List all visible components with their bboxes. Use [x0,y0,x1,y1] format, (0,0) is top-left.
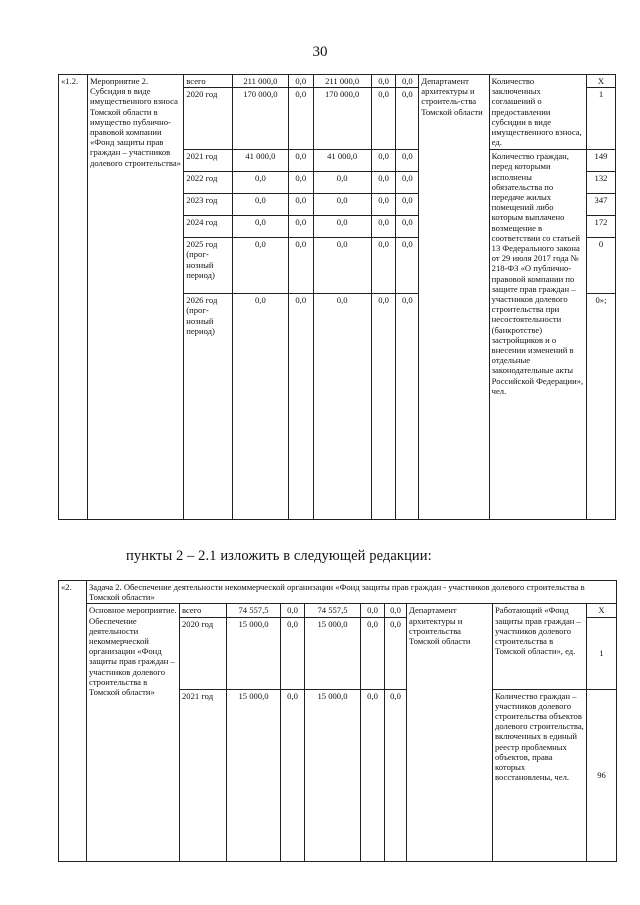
value-cell: 211 000,0 [232,75,288,88]
value-cell: 0,0 [361,617,385,689]
year-cell: всего [180,604,227,617]
value-cell: 15 000,0 [227,617,281,689]
year-cell: всего [184,75,233,88]
indicator-value: 0»; [586,294,615,520]
table-row [59,75,616,88]
value-cell: 0,0 [396,194,419,216]
year-cell: 2025 год (прог-нозный период) [184,238,233,294]
value-cell: 0,0 [371,216,396,238]
indicator-value: 132 [586,172,615,194]
value-cell: 0,0 [371,150,396,172]
year-cell: 2024 год [184,216,233,238]
value-cell: 0,0 [281,617,305,689]
value-cell: 0,0 [396,75,419,88]
indicator-value: 0 [586,238,615,294]
value-cell: 15 000,0 [305,617,361,689]
value-cell: 0,0 [281,689,305,861]
value-cell: 41 000,0 [313,150,371,172]
row-index: «2. [59,581,87,862]
value-cell: 0,0 [313,294,371,520]
value-cell: 0,0 [288,194,313,216]
table-row [59,604,617,617]
value-cell: 0,0 [396,294,419,520]
indicator-value: 96 [587,689,617,861]
value-cell: 0,0 [371,75,396,88]
value-cell: 74 557,5 [227,604,281,617]
executor: Департамент архитектуры и строительства Томской области [407,604,493,861]
year-cell: 2020 год [184,88,233,150]
year-cell: 2022 год [184,172,233,194]
indicator-value: 1 [587,617,617,689]
value-cell: 0,0 [288,294,313,520]
year-cell: 2026 год (прог-нозный период) [184,294,233,520]
value-cell: 0,0 [281,604,305,617]
value-cell: 0,0 [232,194,288,216]
indicator-name: Количество граждан – участников долевого строительства объектов долевого строительства, включенных в единый реестр проблемных объектов, права которых восстановлены, чел. [493,689,587,861]
table-measure-1-2 [58,74,616,520]
indicator-value: 149 [586,150,615,172]
value-cell: 0,0 [361,689,385,861]
value-cell: 0,0 [371,194,396,216]
indicator-value: X [586,75,615,88]
row-index: «1.2. [59,75,88,520]
indicator-value: 1 [586,88,615,150]
page-number: 30 [312,44,328,60]
value-cell: 0,0 [371,294,396,520]
table-row [59,581,617,604]
value-cell: 0,0 [232,238,288,294]
indicator-name: Количество заключенных соглашений о предоставлении субсидии в виде имущественного взноса, ед. [489,75,586,150]
value-cell: 0,0 [313,216,371,238]
executor: Департамент архитектуры и строитель-ства Томской области [419,75,489,520]
value-cell: 0,0 [232,172,288,194]
value-cell: 0,0 [288,216,313,238]
value-cell: 0,0 [288,75,313,88]
indicator-value: X [587,604,617,617]
value-cell: 0,0 [288,238,313,294]
indicator-name: Количество граждан, перед которыми исполнены обязательства по передаче жилых помещений либо которым выплачено возмещение в соответствии со статьей 13 Федерального закона от 29 июля 2017 года № 218-ФЗ «О публично-правовой компании по защите прав граждан – участников долевого строительства при несостоятельности (банкротстве) застройщиков и о внесении изменений в отдельные законодательные акты Российской Федерации», чел. [489,150,586,520]
value-cell: 0,0 [288,88,313,150]
measure-name: Мероприятие 2. Субсидия в виде имущественного взноса Томской области в имущество публично-правовой компании «Фонд защиты прав граждан – участников долевого строительства» [87,75,183,520]
value-cell: 0,0 [396,150,419,172]
year-cell: 2021 год [180,689,227,861]
value-cell: 15 000,0 [305,689,361,861]
value-cell: 15 000,0 [227,689,281,861]
value-cell: 0,0 [371,172,396,194]
value-cell: 211 000,0 [313,75,371,88]
year-cell: 2023 год [184,194,233,216]
value-cell: 0,0 [313,238,371,294]
value-cell: 41 000,0 [232,150,288,172]
value-cell: 0,0 [385,617,407,689]
value-cell: 0,0 [396,88,419,150]
section-heading: пункты 2 – 2.1 изложить в следующей редакции: [126,548,432,564]
value-cell: 74 557,5 [305,604,361,617]
indicator-value: 172 [586,216,615,238]
indicator-value: 347 [586,194,615,216]
task-title: Задача 2. Обеспечение деятельности некоммерческой организации «Фонд защиты прав граждан - участников долевого строительства в Томской области» [87,581,617,604]
measure-name: Основное мероприятие. Обеспечение деятельности некоммерческой организации «Фонд защиты прав граждан – участников долевого строительства в Томской области» [87,604,180,861]
value-cell: 0,0 [371,238,396,294]
value-cell: 0,0 [396,238,419,294]
value-cell: 0,0 [396,216,419,238]
value-cell: 170 000,0 [313,88,371,150]
value-cell: 0,0 [371,88,396,150]
value-cell: 170 000,0 [232,88,288,150]
year-cell: 2020 год [180,617,227,689]
value-cell: 0,0 [232,294,288,520]
value-cell: 0,0 [361,604,385,617]
value-cell: 0,0 [288,172,313,194]
value-cell: 0,0 [313,194,371,216]
value-cell: 0,0 [288,150,313,172]
indicator-name: Работающий «Фонд защиты прав граждан – участников долевого строительства в Томской области», ед. [493,604,587,689]
value-cell: 0,0 [385,604,407,617]
value-cell: 0,0 [313,172,371,194]
table-task-2 [58,580,617,862]
value-cell: 0,0 [232,216,288,238]
value-cell: 0,0 [396,172,419,194]
year-cell: 2021 год [184,150,233,172]
value-cell: 0,0 [385,689,407,861]
